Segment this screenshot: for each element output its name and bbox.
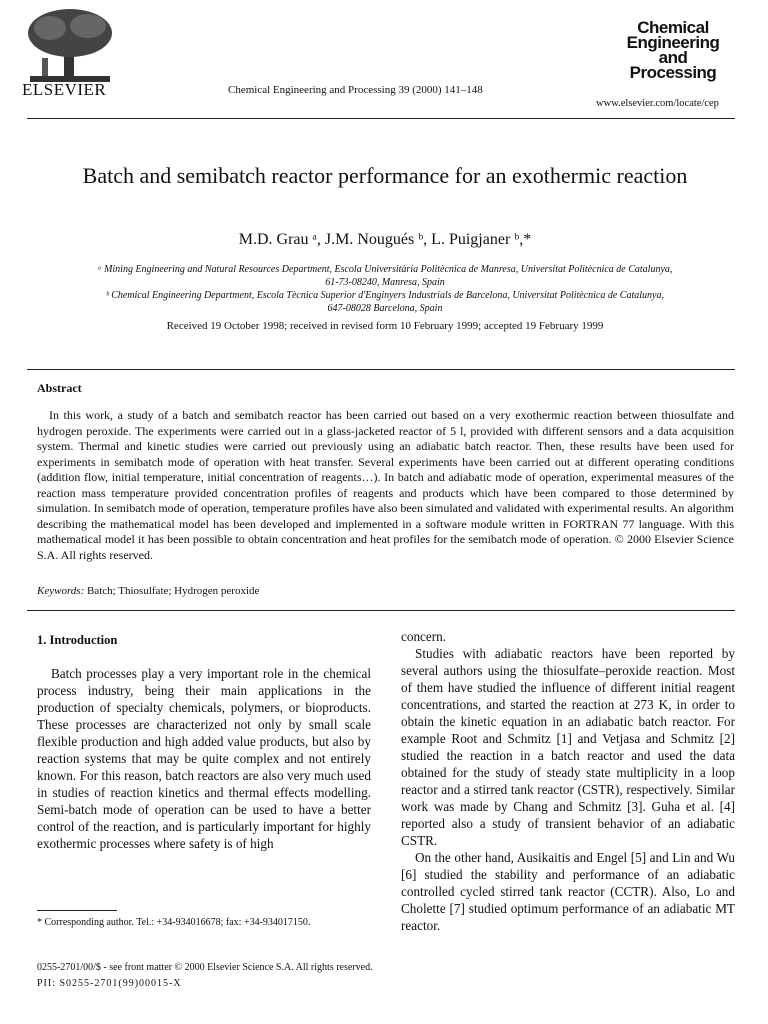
journal-logo-line: Chemical [637, 18, 709, 37]
affiliation-line: 61-73-08240, Manresa, Spain [325, 277, 445, 288]
journal-url[interactable]: www.elsevier.com/locate/cep [596, 98, 719, 109]
abstract-paragraph: In this work, a study of a batch and semibatch reactor has been carried out based on a very exothermic reaction between thiosulfate and hydrogen peroxide. The experiments were carried out in a glass-jacketed reactor of 5 l, provided with different sensors and a data acquisition system. Thermal and kinetic studies were carried out previously using an adiabatic batch reactor. Then, these results have been used for experiments in semibatch mode of operation with heat transfer. Several experiments have been carried out at different operating conditions (addition flow, initial temperature, initial concentration of reagents…). In batch and adiabatic mode of operation, experimental measures of the reaction mass temperature provided concentration profiles of reagents and products which have been compared to those determined by simulation. In semibatch mode of operation, temperature profiles have also been simulated and validated with experimental results. An algorithm describing the mathematical model has been developed and implemented in a software module written in FORTRAN 77 language. With this mathematical model it has been possible to obtain concentration and heat profiles for the semibatch mode of operation. © 2000 Elsevier Science S.A. All rights reserved. [37, 408, 734, 562]
left-column [37, 665, 371, 852]
abstract-top-rule [27, 369, 735, 370]
affiliation-a [40, 263, 730, 289]
received-dates: Received 19 October 1998; received in revised form 10 February 1999; accepted 19 February 1999 [166, 320, 604, 332]
intro-paragraph: On the other hand, Ausikaitis and Engel [5] and Lin and Wu [6] studied the stability and performance of an adiabatic controlled cycled stirred tank reactor (CCTR). Also, Lo and Cholette [7] studied optimum performance of an adiabatic MT reactor. [401, 850, 735, 933]
journal-logo-line: Processing [629, 63, 717, 82]
affiliation-b [40, 289, 730, 315]
keywords-label: Keywords: [37, 585, 85, 597]
corresponding-author-footnote: * Corresponding author. Tel.: +34-934016678; fax: +34-934017150. [37, 917, 311, 928]
header-rule [27, 118, 735, 119]
keywords-list: Batch; Thiosulfate; Hydrogen peroxide [87, 585, 260, 597]
copyright-line: 0255-2701/00/$ - see front matter © 2000 Elsevier Science S.A. All rights reserved. [37, 962, 373, 973]
footnote-rule [37, 910, 117, 911]
journal-logo-line: Engineering [626, 33, 720, 52]
journal-logo [598, 20, 748, 80]
article-title: Batch and semibatch reactor performance for an exothermic reaction [82, 163, 688, 188]
affiliation-line: 647-08028 Barcelona, Spain [327, 303, 443, 314]
affiliation-line: ᵇ Chemical Engineering Department, Escola Tècnica Superior d'Enginyers Industrials de Barcelona, Universitat Politècnica de Catalunya, [106, 290, 664, 301]
intro-paragraph: Studies with adiabatic reactors have been reported by several authors using the thiosulfate–peroxide reaction. Most of them have studied the influence of different initial reagent concentrations, and started the reaction at 273 K, in order to obtain the kinetic equation in an adiabatic batch reactor. For example Root and Schmitz [1] and Vetjasa and Schmitz [2] studied the reaction in a batch reactor and used the data obtained for the study of steady state multiplicity in a loop reactor and a stirred tank reactor (CSTR), respectively. Similar work was made by Chang and Schmitz [3]. Guha et al. [4] reported also a study of transient behavior of an adiabatic CSTR. [401, 646, 735, 848]
author-list: M.D. Grau ᵃ, J.M. Nougués ᵇ, L. Puigjaner ᵇ,* [238, 231, 532, 248]
affiliation-line: ᵃ Mining Engineering and Natural Resources Department, Escola Universitària Politècnica de Manresa, Universitat Politècnica de Catalunya, [97, 264, 673, 275]
publisher-name: ELSEVIER [22, 80, 107, 99]
abstract-body [37, 408, 734, 563]
intro-continuation: concern. [401, 629, 447, 644]
pii-line: PII: S0255-2701(99)00015-X [37, 978, 182, 989]
abstract-bottom-rule [27, 610, 735, 611]
journal-reference: Chemical Engineering and Processing 39 (2000) 141–148 [228, 84, 483, 96]
journal-logo-line: and [658, 48, 688, 67]
right-column [401, 628, 735, 934]
intro-paragraph: Batch processes play a very important role in the chemical process industry, being their main applications in the production of specialty chemicals, polymers, or bioproducts. These processes are characterized not only by small scale flexible production and high added value products, but also by reaction systems that may be quite complex and not entirely known. For this reason, batch reactors are also very much used in studies of reaction kinetics and thermal effects modelling. Semi-batch mode of operation can be used to have a better control of the reaction, and is particularly important for highly exothermic processes where safety is of high [37, 666, 371, 851]
keywords [37, 585, 259, 597]
section-heading-introduction: 1. Introduction [37, 633, 118, 647]
abstract-heading: Abstract [37, 381, 82, 395]
